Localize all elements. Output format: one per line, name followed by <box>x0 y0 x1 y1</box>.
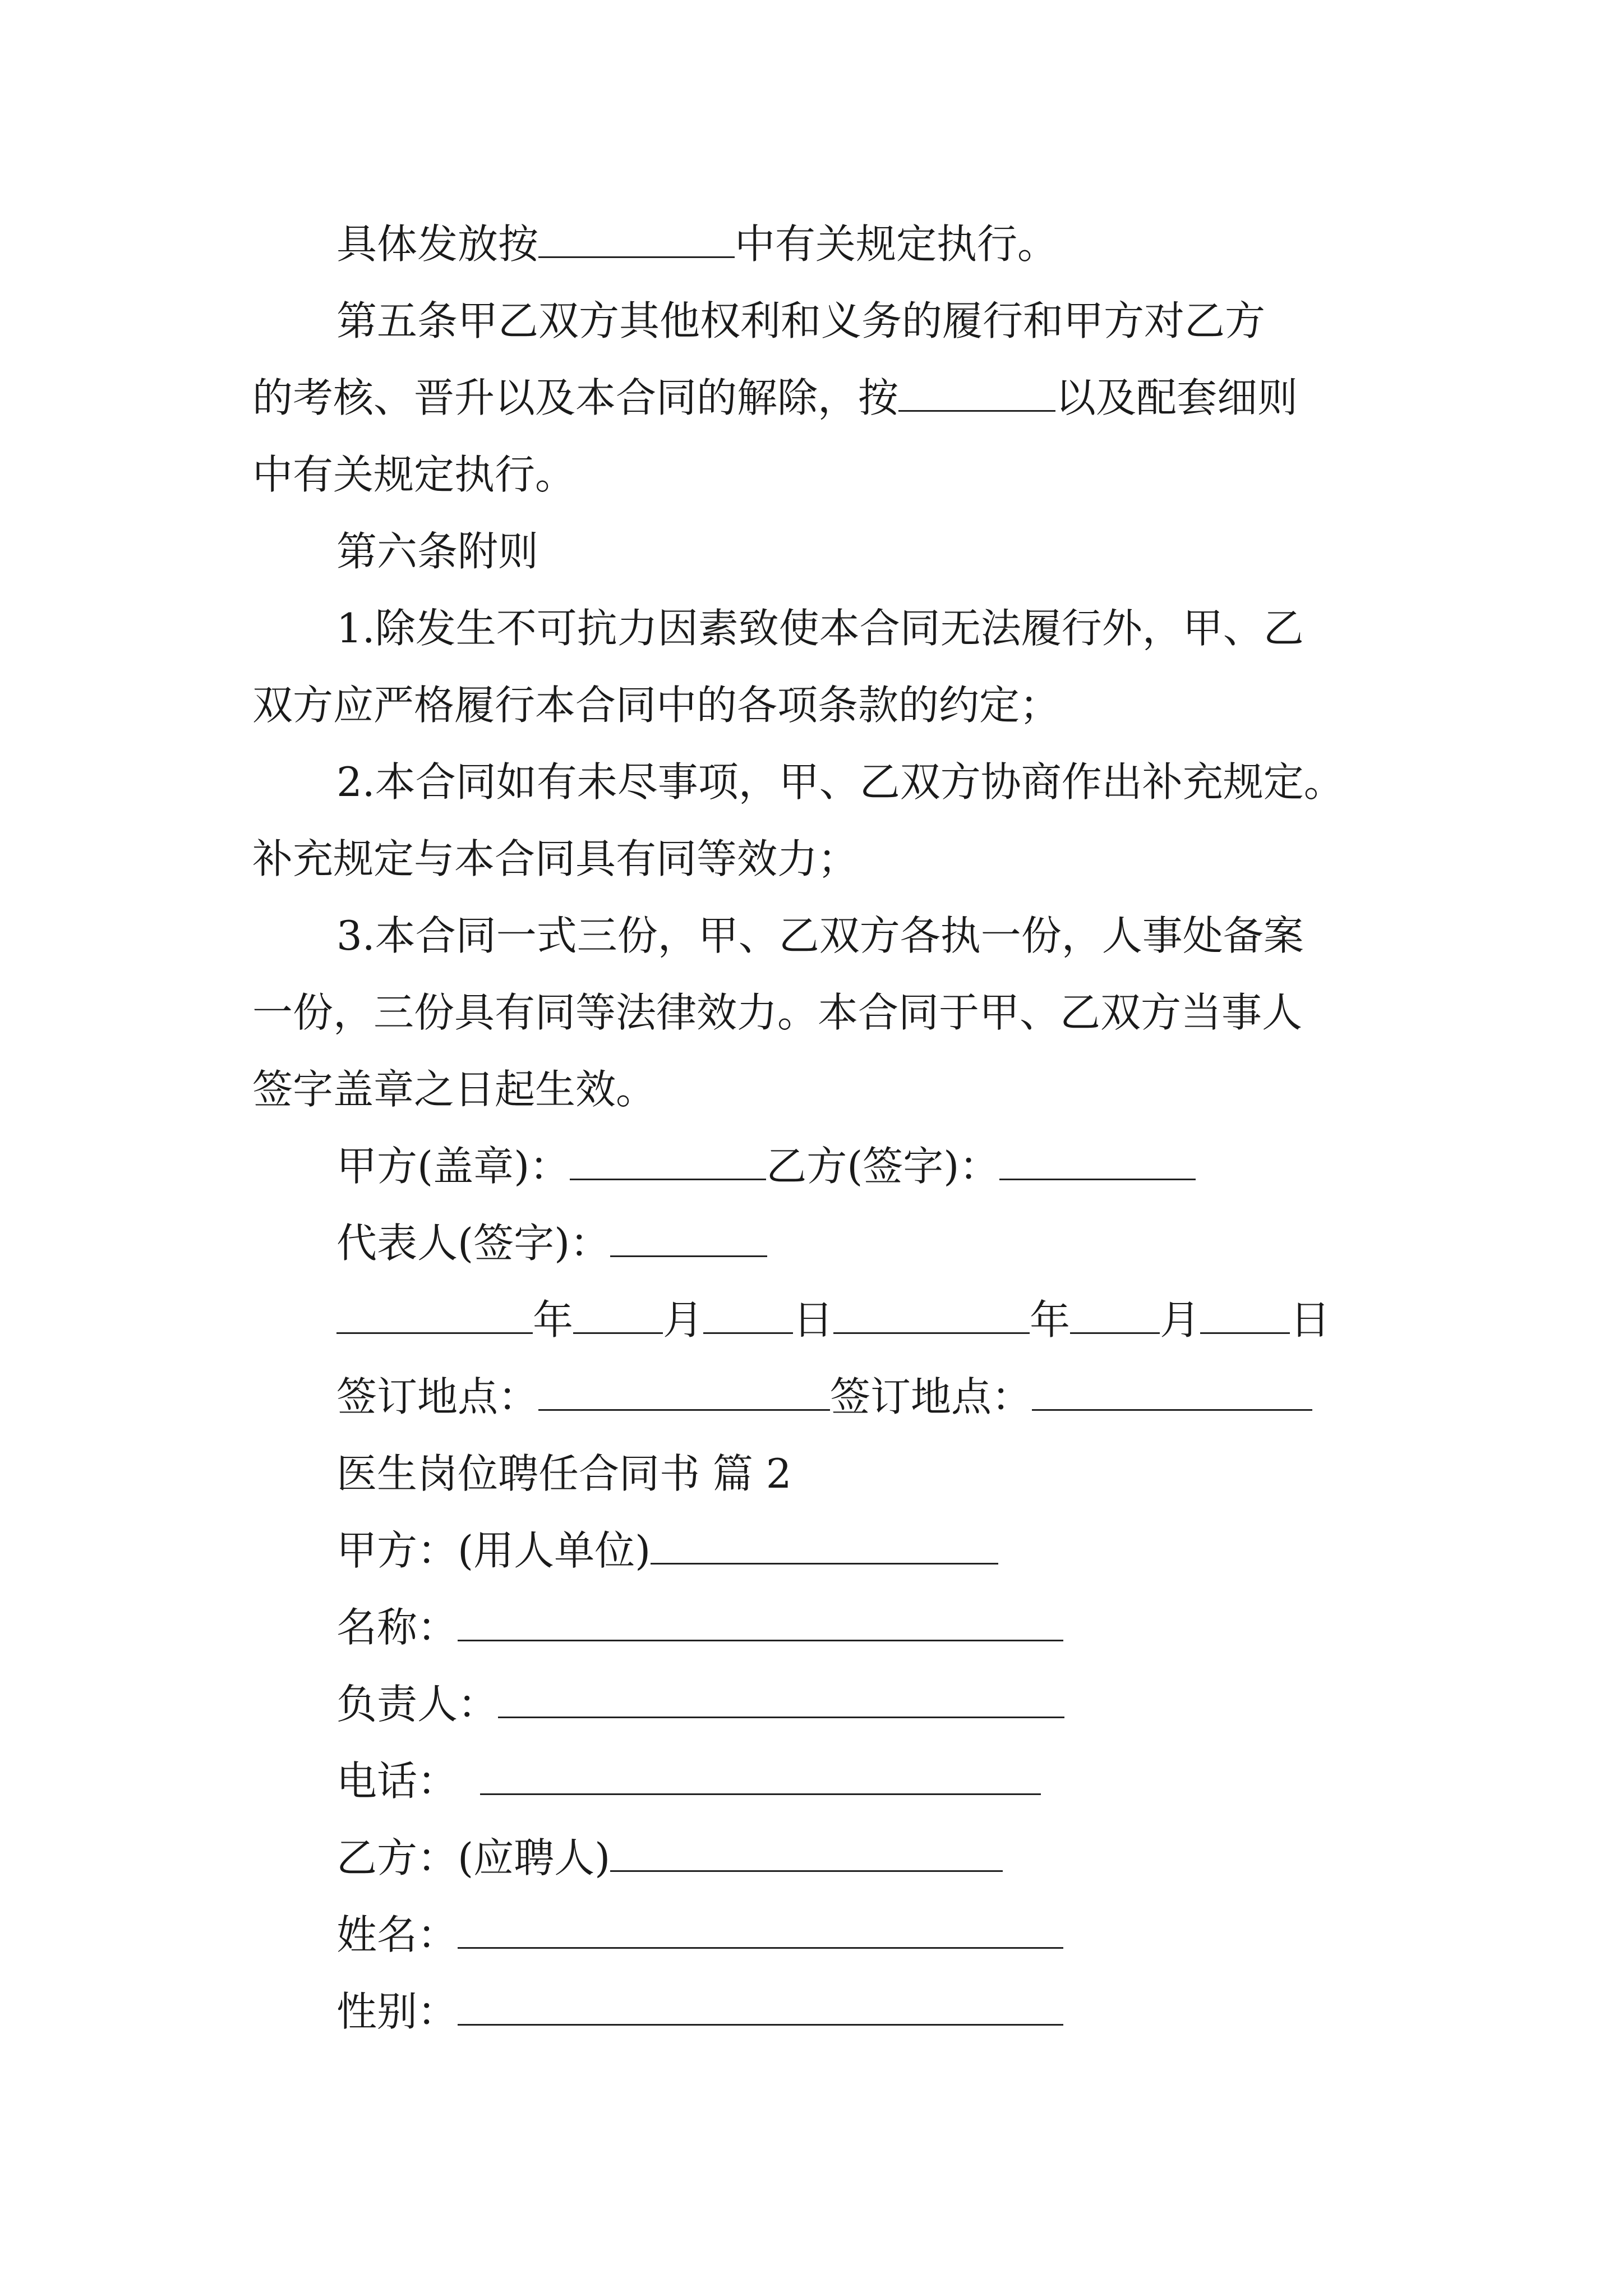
party-b-line <box>336 1830 1003 1886</box>
text: 中有关规定执行。 <box>252 451 576 498</box>
clause-payment-line <box>336 216 1058 272</box>
applicant-name-field[interactable] <box>458 1913 1063 1949</box>
applicant-name-line <box>336 1907 1063 1963</box>
person-in-charge-line <box>336 1676 1064 1732</box>
date-line <box>336 1292 1330 1348</box>
signing-place-field[interactable] <box>538 1375 830 1411</box>
text: 医生岗位聘任合同书 篇 2 <box>336 1450 792 1497</box>
text: 月 <box>1160 1296 1201 1343</box>
employer-name-field[interactable] <box>458 1606 1063 1641</box>
month-field[interactable] <box>573 1299 663 1334</box>
item-3-line-2 <box>252 984 1302 1041</box>
text: 月 <box>663 1296 704 1343</box>
text: 电话： <box>336 1757 458 1805</box>
blank-field[interactable] <box>538 223 735 258</box>
item-2-line-2 <box>252 831 858 887</box>
text: 1.除发生不可抗力因素致使本合同无法履行外，甲、乙 <box>336 605 1304 652</box>
text: 的考核、晋升以及本合同的解除，按 <box>252 374 899 421</box>
blank-field[interactable] <box>898 376 1055 412</box>
article-five-line-1 <box>336 293 1265 349</box>
text: 中有关规定执行。 <box>735 220 1058 268</box>
text: 名称： <box>336 1604 458 1651</box>
text: 甲方：(用人单位) <box>336 1527 651 1574</box>
text: 第五条甲乙双方其他权利和义务的履行和甲方对乙方 <box>336 297 1266 344</box>
text: 代表人(签字)： <box>336 1220 611 1267</box>
text: 一份，三份具有同等法律效力。本合同于甲、乙双方当事人 <box>252 989 1303 1036</box>
day-field[interactable] <box>703 1299 793 1334</box>
text: 日 <box>1290 1296 1331 1343</box>
item-3-line-3 <box>252 1061 656 1117</box>
item-1-line-2 <box>252 677 1060 733</box>
name-line <box>336 1599 1063 1655</box>
article-five-line-2 <box>252 370 1298 426</box>
text: 甲方(盖章)： <box>336 1143 570 1190</box>
signing-place-field[interactable] <box>1032 1375 1312 1411</box>
year-field[interactable] <box>336 1299 533 1334</box>
gender-field[interactable] <box>458 1990 1063 2026</box>
party-a-line <box>336 1522 998 1579</box>
section-title <box>336 1446 792 1502</box>
article-five-line-3 <box>252 447 575 503</box>
text: 乙方：(应聘人) <box>336 1834 611 1881</box>
applicant-field[interactable] <box>610 1837 1003 1872</box>
text: 具体发放按 <box>336 220 539 268</box>
text: 签字盖章之日起生效。 <box>252 1066 657 1113</box>
text: 年 <box>533 1296 574 1343</box>
item-3-line-1 <box>336 908 1304 964</box>
signing-place-line <box>336 1369 1312 1425</box>
employer-field[interactable] <box>651 1529 998 1565</box>
representative-signature-field[interactable] <box>610 1222 767 1257</box>
person-in-charge-field[interactable] <box>498 1683 1064 1718</box>
signature-line <box>336 1138 1196 1194</box>
text: 双方应严格履行本合同中的各项条款的约定； <box>252 682 1061 729</box>
text: 2.本合同如有未尽事项，甲、乙双方协商作出补充规定。 <box>336 758 1344 806</box>
item-1-line-1 <box>336 600 1304 656</box>
text: 姓名： <box>336 1911 458 1958</box>
text: 乙方(签字)： <box>766 1143 1000 1190</box>
representative-line <box>336 1215 767 1271</box>
text: 年 <box>1030 1296 1071 1343</box>
text: 补充规定与本合同具有同等效力； <box>252 835 859 882</box>
party-a-seal-field[interactable] <box>570 1145 766 1180</box>
text: 签订地点： <box>830 1373 1032 1420</box>
text: 性别： <box>336 1988 458 2035</box>
text: 3.本合同一式三份，甲、乙双方各执一份，人事处备案 <box>336 912 1304 959</box>
item-2-line-1 <box>336 754 1344 810</box>
month-field[interactable] <box>1070 1299 1160 1334</box>
gender-line <box>336 1984 1063 2040</box>
year-field[interactable] <box>833 1299 1030 1334</box>
text: 以及配套细则 <box>1055 374 1298 421</box>
text: 负责人： <box>336 1681 499 1728</box>
article-six-heading <box>336 523 538 579</box>
text: 第六条附则 <box>336 528 539 575</box>
phone-line <box>336 1753 1041 1809</box>
text: 日 <box>793 1296 834 1343</box>
party-b-signature-field[interactable] <box>999 1145 1196 1180</box>
text: 签订地点： <box>336 1373 539 1420</box>
phone-field[interactable] <box>480 1760 1041 1795</box>
day-field[interactable] <box>1200 1299 1290 1334</box>
